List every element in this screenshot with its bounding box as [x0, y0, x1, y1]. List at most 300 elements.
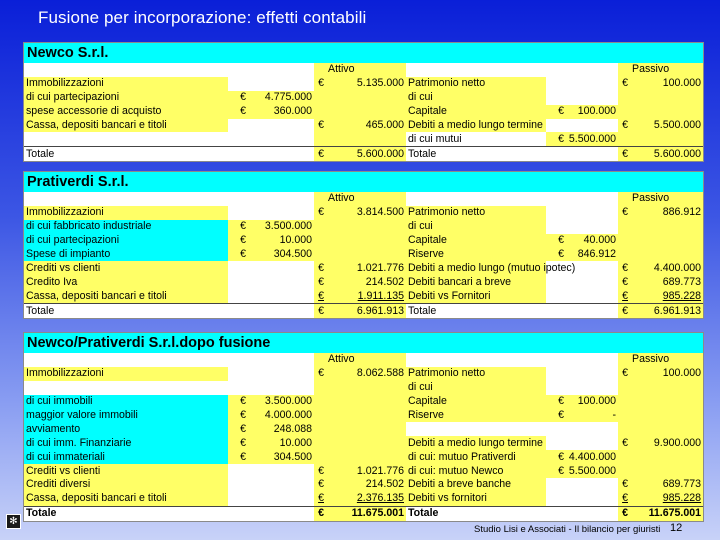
cell-p3: 846.912 — [566, 248, 618, 262]
table-row — [24, 234, 703, 248]
cell-a: Attivo — [326, 63, 406, 77]
cell-a — [326, 422, 406, 436]
cell-l3 — [248, 381, 314, 395]
cell-e1 — [314, 63, 326, 77]
cell-a — [326, 436, 406, 450]
cell-l3: 248.088 — [248, 422, 314, 436]
table-row — [24, 261, 703, 275]
cell-p1: Patrimonio netto — [406, 206, 546, 220]
cell-l2: € — [228, 248, 248, 262]
cell-p1: di cui: mutuo Newco — [406, 464, 546, 478]
cell-l1 — [24, 192, 228, 206]
cell-e2: € — [618, 147, 630, 161]
cell-p2 — [546, 206, 566, 220]
cell-l1 — [24, 381, 228, 395]
table-row — [24, 147, 703, 161]
table-row — [24, 119, 703, 133]
cell-p2 — [546, 492, 566, 506]
balance-table — [24, 333, 703, 521]
cell-l3 — [248, 289, 314, 303]
cell-l2: € — [228, 436, 248, 450]
cell-p2 — [546, 63, 566, 77]
cell-p2 — [546, 367, 566, 381]
cell-p3: 5.500.000 — [566, 464, 618, 478]
page-number: 12 — [670, 522, 683, 534]
cell-l2 — [228, 304, 248, 318]
cell-v — [630, 248, 703, 262]
cell-v — [630, 409, 703, 423]
cell-l2: € — [228, 409, 248, 423]
cell-a: 214.502 — [326, 478, 406, 492]
cell-e1: € — [314, 289, 326, 303]
cell-e2 — [618, 409, 630, 423]
cell-p2: € — [546, 248, 566, 262]
cell-p1: Debiti a medio lungo termine — [406, 436, 546, 450]
cell-v: 689.773 — [630, 275, 703, 289]
cell-a: Attivo — [326, 353, 406, 367]
cell-e1 — [314, 220, 326, 234]
cell-l1: Cassa, depositi bancari e titoli — [24, 289, 228, 303]
cell-p3 — [566, 63, 618, 77]
cell-a — [326, 395, 406, 409]
cell-l1: Cassa, depositi bancari e titoli — [24, 492, 228, 506]
cell-e1: € — [314, 206, 326, 220]
cell-p1: Debiti a medio lungo (mutuo ipotec) — [408, 261, 576, 274]
cell-e1: € — [314, 147, 326, 161]
cell-e2: € — [618, 436, 630, 450]
cell-l3 — [248, 304, 314, 318]
cell-e2 — [618, 63, 630, 77]
cell-e2 — [618, 395, 630, 409]
cell-v: 4.400.000 — [630, 261, 703, 275]
table-row — [24, 492, 703, 506]
cell-a: 5.600.000 — [326, 147, 406, 161]
cell-l3 — [248, 478, 314, 492]
cell-p2 — [546, 381, 566, 395]
cell-l2 — [228, 492, 248, 506]
cell-v: 5.600.000 — [630, 147, 703, 161]
cell-p3 — [566, 192, 618, 206]
table-row — [24, 422, 703, 436]
cell-v — [630, 381, 703, 395]
table-row — [24, 464, 703, 478]
cell-l3: 4.000.000 — [248, 409, 314, 423]
cell-l3 — [248, 147, 314, 161]
cell-p3 — [566, 206, 618, 220]
cell-p1: di cui — [406, 220, 546, 234]
cell-p1: Totale — [406, 506, 546, 520]
table-row — [24, 105, 703, 119]
cell-l2: € — [228, 91, 248, 105]
cell-a — [326, 234, 406, 248]
cell-e1 — [314, 353, 326, 367]
cell-e2: € — [618, 304, 630, 318]
cell-l1: Totale — [24, 506, 228, 520]
cell-p2 — [546, 353, 566, 367]
cell-p3: 40.000 — [566, 234, 618, 248]
cell-l3 — [248, 506, 314, 520]
table-row — [24, 289, 703, 303]
cell-e2: € — [618, 206, 630, 220]
cell-l1: Totale — [24, 304, 228, 318]
cell-l2 — [228, 147, 248, 161]
cell-l2 — [228, 353, 248, 367]
cell-a — [326, 91, 406, 105]
table-row — [24, 275, 703, 289]
cell-p2 — [546, 119, 566, 133]
cell-v — [630, 450, 703, 464]
cell-p2 — [546, 275, 566, 289]
slide-title: Fusione per incorporazione: effetti contabili — [38, 8, 367, 27]
cell-p2 — [546, 506, 566, 520]
cell-l1 — [24, 132, 228, 146]
table-row — [24, 220, 703, 234]
cell-p2 — [546, 147, 566, 161]
cell-p1: di cui — [406, 91, 546, 105]
cell-l3: 3.500.000 — [248, 395, 314, 409]
table-row — [24, 381, 703, 395]
cell-l2: € — [228, 234, 248, 248]
cell-l2: € — [228, 450, 248, 464]
cell-l3 — [248, 275, 314, 289]
cell-l1 — [24, 63, 228, 77]
cell-p3 — [566, 275, 618, 289]
cell-p1 — [406, 422, 546, 436]
cell-v: 100.000 — [630, 77, 703, 91]
cell-l2 — [228, 63, 248, 77]
cell-e2 — [618, 192, 630, 206]
cell-v: 6.961.913 — [630, 304, 703, 318]
cell-l3 — [248, 192, 314, 206]
cell-e2 — [618, 105, 630, 119]
cell-p1: Riserve — [406, 248, 546, 262]
cell-e2 — [618, 248, 630, 262]
cell-v — [630, 132, 703, 146]
cell-p3 — [566, 436, 618, 450]
cell-e2 — [618, 381, 630, 395]
cell-e1 — [314, 422, 326, 436]
table-row — [24, 91, 703, 105]
cell-v: Passivo — [630, 192, 703, 206]
cell-v — [630, 395, 703, 409]
cell-a — [326, 409, 406, 423]
cell-e1 — [314, 436, 326, 450]
cell-v: 886.912 — [630, 206, 703, 220]
cell-p1: Totale — [406, 147, 546, 161]
cell-p2 — [546, 304, 566, 318]
cell-a: 214.502 — [326, 275, 406, 289]
cell-l1: di cui partecipazioni — [24, 91, 228, 105]
cell-l1: Crediti vs clienti — [24, 464, 228, 478]
cell-p3: 5.500.000 — [566, 132, 618, 146]
table-row — [24, 248, 703, 262]
cell-p1: di cui: mutuo Prativerdi — [406, 450, 546, 464]
cell-e2 — [618, 132, 630, 146]
cell-p2: € — [546, 105, 566, 119]
cell-l3 — [248, 353, 314, 367]
cell-e2 — [618, 464, 630, 478]
cell-p2 — [546, 436, 566, 450]
merged-balance-sheet — [23, 332, 704, 522]
cell-e2: € — [618, 261, 630, 275]
cell-a: 5.135.000 — [326, 77, 406, 91]
cell-l2 — [228, 506, 248, 520]
cell-p1: Debiti a medio lungo termine — [406, 119, 546, 133]
cell-e2: € — [618, 77, 630, 91]
panel-title: Prativerdi S.r.l. — [24, 172, 703, 192]
panel-title: Newco/Prativerdi S.r.l.dopo fusione — [24, 333, 703, 353]
cell-e2 — [618, 234, 630, 248]
cell-p2: € — [546, 409, 566, 423]
cell-e2 — [618, 91, 630, 105]
cell-e2: € — [618, 289, 630, 303]
footer-text: Studio Lisi e Associati - Il bilancio per giuristi — [474, 524, 661, 535]
cell-p1: Debiti vs Fornitori — [406, 289, 546, 303]
cell-p2: € — [546, 234, 566, 248]
cell-a: 8.062.588 — [326, 367, 406, 381]
cell-e1: € — [314, 464, 326, 478]
newco-balance-sheet — [23, 42, 704, 162]
cell-l2 — [228, 77, 248, 91]
cell-l3: 304.500 — [248, 450, 314, 464]
cell-p3 — [566, 119, 618, 133]
cell-p3 — [566, 147, 618, 161]
cell-p3 — [566, 77, 618, 91]
cell-e1: € — [314, 261, 326, 275]
cell-v — [630, 91, 703, 105]
table-row — [24, 395, 703, 409]
cell-l1: spese accessorie di acquisto — [24, 105, 228, 119]
cell-l1: Cassa, depositi bancari e titoli — [24, 119, 228, 133]
cell-l3 — [248, 63, 314, 77]
cell-l2 — [228, 206, 248, 220]
cell-e1 — [314, 450, 326, 464]
cell-l1: Immobilizzazioni — [24, 206, 228, 220]
cell-p1: Debiti bancari a breve — [406, 275, 546, 289]
cell-v — [630, 234, 703, 248]
cell-v: 689.773 — [630, 478, 703, 492]
cell-p2: € — [546, 395, 566, 409]
cell-e1 — [314, 105, 326, 119]
cell-p2 — [546, 220, 566, 234]
cell-l2 — [228, 478, 248, 492]
cell-l3 — [248, 261, 314, 275]
cell-l2: € — [228, 105, 248, 119]
cell-a — [326, 381, 406, 395]
cell-e2: € — [618, 478, 630, 492]
cell-p1: Patrimonio netto — [406, 77, 546, 91]
cell-l2 — [228, 132, 248, 146]
cell-l2 — [228, 289, 248, 303]
table-row — [24, 63, 703, 77]
cell-e1 — [314, 192, 326, 206]
cell-e2 — [618, 450, 630, 464]
cell-p2 — [546, 478, 566, 492]
cell-p1 — [406, 353, 546, 367]
cell-p3: - — [566, 409, 618, 423]
cell-a: 2.376.135 — [326, 492, 406, 506]
cell-l3 — [248, 367, 314, 381]
cell-p1: di cui — [406, 381, 546, 395]
cell-v: Passivo — [630, 63, 703, 77]
table-row — [24, 436, 703, 450]
cell-l3: 10.000 — [248, 234, 314, 248]
cell-l2 — [228, 275, 248, 289]
cell-a — [326, 105, 406, 119]
cell-l2 — [228, 464, 248, 478]
cell-p3 — [566, 422, 618, 436]
cell-p3 — [566, 381, 618, 395]
cell-l1: avviamento — [24, 422, 228, 436]
table-row — [24, 409, 703, 423]
table-row — [24, 206, 703, 220]
cell-l1: Credito Iva — [24, 275, 228, 289]
cell-p2 — [546, 77, 566, 91]
cell-p3 — [566, 367, 618, 381]
cell-v — [630, 220, 703, 234]
cell-p1: Debiti vs fornitori — [406, 492, 546, 506]
cell-l1: di cui fabbricato industriale — [24, 220, 228, 234]
cell-e2 — [618, 422, 630, 436]
cell-e1 — [314, 381, 326, 395]
cell-a: 3.814.500 — [326, 206, 406, 220]
table-row — [24, 478, 703, 492]
cell-l3: 3.500.000 — [248, 220, 314, 234]
cell-p1: Patrimonio netto — [406, 367, 546, 381]
cell-p1: Capitale — [406, 395, 546, 409]
cell-e1 — [314, 132, 326, 146]
cell-e1 — [314, 409, 326, 423]
cell-l2: € — [228, 220, 248, 234]
cell-p2 — [546, 91, 566, 105]
cell-e2: € — [618, 119, 630, 133]
cell-l2 — [228, 367, 248, 381]
cell-l3 — [248, 77, 314, 91]
cell-a — [326, 220, 406, 234]
cell-v: 11.675.001 — [630, 506, 703, 520]
cell-e1: € — [314, 506, 326, 520]
cell-p1: Capitale — [406, 105, 546, 119]
cell-e1 — [314, 395, 326, 409]
balance-table — [24, 172, 703, 318]
cell-p3: 100.000 — [566, 395, 618, 409]
cell-p1 — [406, 192, 546, 206]
cell-p3: 100.000 — [566, 105, 618, 119]
cell-e2: € — [618, 506, 630, 520]
cell-p1: Riserve — [406, 409, 546, 423]
cell-l1: Spese di impianto — [24, 248, 228, 262]
cell-l3: 360.000 — [248, 105, 314, 119]
cell-v: 985.228 — [630, 289, 703, 303]
cell-a: 11.675.001 — [326, 506, 406, 520]
cell-l1: Crediti diversi — [24, 478, 228, 492]
cell-p2 — [546, 192, 566, 206]
cell-v — [630, 105, 703, 119]
cell-l2 — [228, 119, 248, 133]
cell-p2 — [546, 289, 566, 303]
cell-e1: € — [314, 275, 326, 289]
cell-l1 — [24, 353, 228, 367]
cell-p2: € — [546, 464, 566, 478]
cell-l2 — [228, 381, 248, 395]
cell-p2: € — [546, 132, 566, 146]
cell-e1 — [314, 234, 326, 248]
cell-v: 985.228 — [630, 492, 703, 506]
cell-l1: di cui immateriali — [24, 450, 228, 464]
cell-p3 — [566, 289, 618, 303]
cell-e1: € — [314, 492, 326, 506]
table-row — [24, 450, 703, 464]
cell-l1: Immobilizzazioni — [24, 77, 228, 91]
logo-icon: ✻ — [6, 514, 21, 529]
balance-table — [24, 43, 703, 161]
cell-l3 — [248, 464, 314, 478]
cell-p3 — [566, 478, 618, 492]
cell-e1: € — [314, 119, 326, 133]
cell-p3 — [566, 304, 618, 318]
cell-a — [326, 132, 406, 146]
cell-v: Passivo — [630, 353, 703, 367]
cell-a: 1.021.776 — [326, 261, 406, 275]
cell-v — [630, 422, 703, 436]
cell-p1 — [406, 63, 546, 77]
cell-p2 — [546, 422, 566, 436]
cell-p2: € — [546, 450, 566, 464]
cell-v: 9.900.000 — [630, 436, 703, 450]
cell-a: 1.911.135 — [326, 289, 406, 303]
cell-l1: di cui partecipazioni — [24, 234, 228, 248]
cell-v: 5.500.000 — [630, 119, 703, 133]
cell-a — [326, 450, 406, 464]
cell-p1: Totale — [406, 304, 546, 318]
table-row — [24, 132, 703, 146]
cell-e2: € — [618, 275, 630, 289]
cell-e2 — [618, 353, 630, 367]
table-row — [24, 192, 703, 206]
cell-l3: 10.000 — [248, 436, 314, 450]
cell-a: 465.000 — [326, 119, 406, 133]
cell-l3: 304.500 — [248, 248, 314, 262]
cell-l3: 4.775.000 — [248, 91, 314, 105]
cell-e1: € — [314, 77, 326, 91]
cell-l1: di cui immobili — [24, 395, 228, 409]
cell-l1: di cui imm. Finanziarie — [24, 436, 228, 450]
cell-a — [326, 248, 406, 262]
cell-l3 — [248, 119, 314, 133]
cell-l1: Crediti vs clienti — [24, 261, 228, 275]
cell-p3: 4.400.000 — [566, 450, 618, 464]
cell-e2: € — [618, 492, 630, 506]
cell-l1: maggior valore immobili — [24, 409, 228, 423]
cell-p3 — [566, 91, 618, 105]
table-row — [24, 506, 703, 520]
table-row — [24, 353, 703, 367]
cell-l2: € — [228, 422, 248, 436]
cell-p3 — [566, 492, 618, 506]
cell-l2: € — [228, 395, 248, 409]
cell-a: 6.961.913 — [326, 304, 406, 318]
cell-v — [630, 464, 703, 478]
cell-p1: Capitale — [406, 234, 546, 248]
panel-title: Newco S.r.l. — [24, 43, 703, 63]
cell-l1: Immobilizzazioni — [24, 367, 228, 381]
cell-v: 100.000 — [630, 367, 703, 381]
cell-l3 — [248, 132, 314, 146]
cell-p3 — [566, 220, 618, 234]
cell-l1: Totale — [24, 147, 228, 161]
cell-e2 — [618, 220, 630, 234]
cell-p1: Debiti a breve banche — [406, 478, 546, 492]
